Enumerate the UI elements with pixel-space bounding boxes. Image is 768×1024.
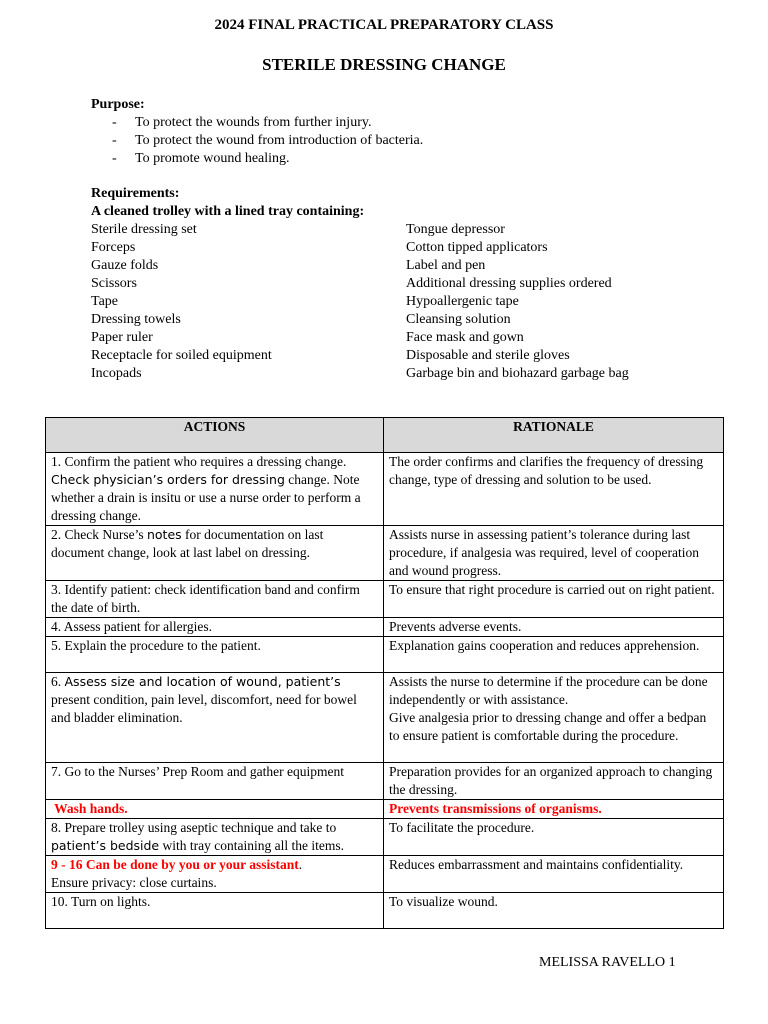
list-item: Hypoallergenic tape [406, 294, 519, 309]
action-cell: 5. Explain the procedure to the patient. [46, 637, 384, 673]
action-cell: 10. Turn on lights. [46, 893, 384, 929]
list-item: Additional dressing supplies ordered [406, 276, 612, 291]
rationale-cell: To facilitate the procedure. [384, 819, 724, 856]
action-cell: 2. Check Nurse’s notes for documentation on last document change, look at last label on dressing. [46, 526, 384, 581]
rationale-cell: Preparation provides for an organized approach to changing the dressing. [384, 763, 724, 800]
action-cell: 8. Prepare trolley using aseptic technique and take to patient’s bedside with tray containing all the items. [46, 819, 384, 856]
table-row [46, 618, 724, 637]
list-item: Face mask and gown [406, 330, 524, 345]
rationale-cell: Assists the nurse to determine if the procedure can be done independently or with assistance. Give analgesia prior to dressing change and offer a bedpan to ensure patient is comfortable during the procedure. [384, 673, 724, 763]
requirements-label: Requirements: [91, 186, 180, 201]
footer-author: MELISSA RAVELLO 1 [539, 955, 676, 970]
requirements-grid [91, 221, 711, 383]
actions-header: ACTIONS [46, 418, 384, 453]
table-row [46, 673, 724, 763]
rationale-cell: Prevents adverse events. [384, 618, 724, 637]
list-item: Label and pen [406, 258, 486, 273]
table-row [46, 856, 724, 893]
list-item: Paper ruler [91, 330, 153, 345]
list-item: Garbage bin and biohazard garbage bag [406, 366, 629, 381]
list-item: Tongue depressor [406, 222, 505, 237]
rationale-header: RATIONALE [384, 418, 724, 453]
table-row [46, 637, 724, 673]
requirements-section [91, 185, 711, 383]
list-item: Cotton tipped applicators [406, 240, 548, 255]
list-item: Dressing towels [91, 312, 181, 327]
list-item: Incopads [91, 366, 142, 381]
purpose-label: Purpose: [91, 97, 145, 112]
rationale-cell: The order confirms and clarifies the frequency of dressing change, type of dressing and solution to be used. [384, 453, 724, 526]
rationale-cell: Assists nurse in assessing patient’s tolerance during last procedure, if analgesia was required, level of cooperation and wound progress. [384, 526, 724, 581]
purpose-section [91, 96, 423, 168]
list-item: Disposable and sterile gloves [406, 348, 570, 363]
list-item: Tape [91, 294, 119, 309]
list-item: Gauze folds [91, 258, 159, 273]
action-cell: 7. Go to the Nurses’ Prep Room and gather equipment [46, 763, 384, 800]
action-cell: 3. Identify patient: check identification band and confirm the date of birth. [46, 581, 384, 618]
table-row [46, 893, 724, 929]
rationale-cell: Explanation gains cooperation and reduces apprehension. [384, 637, 724, 673]
table-row [46, 453, 724, 526]
list-item: Cleansing solution [406, 312, 511, 327]
list-item: - To protect the wounds from further injury. [112, 115, 372, 130]
action-cell: 6. Assess size and location of wound, patient’s present condition, pain level, discomfort, need for bowel and bladder elimination. [46, 673, 384, 763]
rationale-cell: Reduces embarrassment and maintains confidentiality. [384, 856, 724, 893]
requirements-sublabel: A cleaned trolley with a lined tray containing: [91, 204, 365, 219]
list-item: - To promote wound healing. [112, 151, 290, 166]
class-title: 2024 FINAL PRACTICAL PREPARATORY CLASS [214, 17, 554, 33]
rationale-cell: To visualize wound. [384, 893, 724, 929]
action-cell: 4. Assess patient for allergies. [46, 618, 384, 637]
rationale-cell: To ensure that right procedure is carried out on right patient. [384, 581, 724, 618]
requirements-right-list [406, 221, 629, 383]
table-row [46, 581, 724, 618]
list-item: Scissors [91, 276, 137, 291]
table-row [46, 526, 724, 581]
list-item: Sterile dressing set [91, 222, 197, 237]
action-cell: 9 - 16 Can be done by you or your assistant. Ensure privacy: close curtains. [46, 856, 384, 893]
list-item: Forceps [91, 240, 136, 255]
purpose-list [91, 114, 423, 168]
table-row [46, 800, 724, 819]
table-row [46, 763, 724, 800]
actions-table [45, 417, 724, 929]
list-item: Receptacle for soiled equipment [91, 348, 272, 363]
page-title: STERILE DRESSING CHANGE [262, 55, 506, 74]
requirements-left-list [91, 221, 406, 383]
action-cell: Wash hands. [46, 800, 384, 819]
list-item: - To protect the wound from introduction of bacteria. [112, 133, 424, 148]
table-row [46, 819, 724, 856]
rationale-cell: Prevents transmissions of organisms. [384, 800, 724, 819]
action-cell: 1. Confirm the patient who requires a dressing change. Check physician’s orders for dressing change. Note whether a drain is insitu or use a nurse order to perform a dressing change. [46, 453, 384, 526]
table-header-row [46, 418, 724, 453]
